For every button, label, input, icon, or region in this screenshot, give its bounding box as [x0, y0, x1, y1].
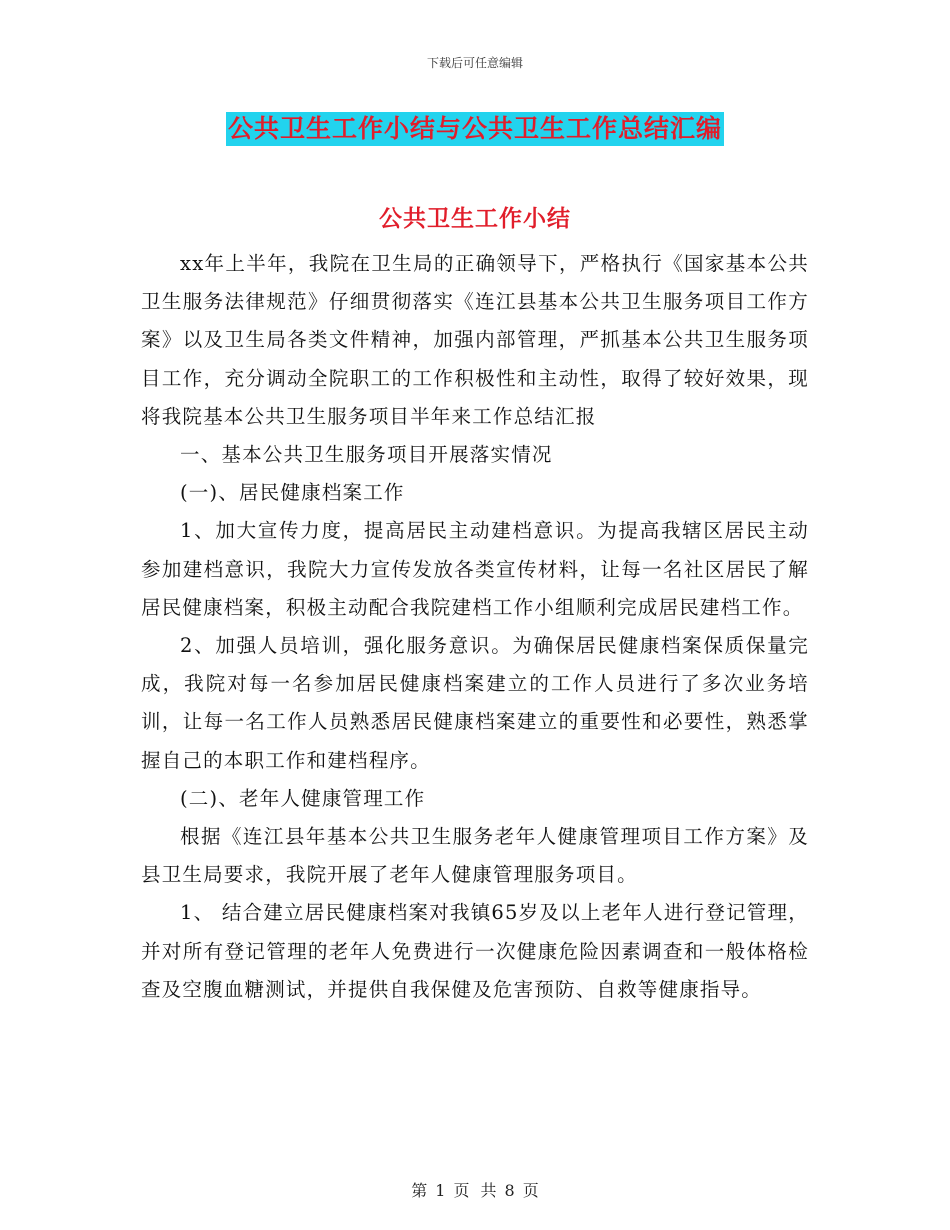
- main-title-wrapper: [0, 112, 950, 146]
- main-title: 公共卫生工作小结与公共卫生工作总结汇编: [226, 112, 724, 146]
- footer-prefix: 第: [411, 1181, 428, 1200]
- heading-section-one: 一、基本公共卫生服务项目开展落实情况: [180, 443, 553, 467]
- footer-page-number: 1: [435, 1181, 446, 1200]
- header-note: 下载后可任意编辑: [426, 56, 523, 70]
- footer-middle: 页 共: [453, 1181, 497, 1200]
- section-title: 公共卫生工作小结: [379, 206, 571, 232]
- footer-total-pages: 8: [504, 1181, 515, 1200]
- document-body: [141, 245, 809, 1009]
- heading-subsection-elderly-care: (二)、老年人健康管理工作: [180, 786, 426, 810]
- footer-suffix: 页: [522, 1181, 539, 1200]
- page-footer: [0, 1178, 950, 1201]
- paragraph-training: 2、加强人员培训，强化服务意识。为确保居民健康档案保质保量完成，我院对每一名参加居民健康档案建立的工作人员进行了多次业务培训，让每一名工作人员熟悉居民健康档案建立的重要性和必要性，熟悉掌握自己的本职工作和建档程序。: [141, 634, 809, 772]
- heading-subsection-health-records: (一)、居民健康档案工作: [180, 481, 405, 505]
- paragraph-publicity: 1、加大宣传力度，提高居民主动建档意识。为提高我辖区居民主动参加建档意识，我院大力宣传发放各类宣传材料，让每一名社区居民了解居民健康档案，积极主动配合我院建档工作小组顺利完成居民建档工作。: [141, 519, 809, 619]
- paragraph-intro: xx年上半年，我院在卫生局的正确领导下，严格执行《国家基本公共卫生服务法律规范》仔细贯彻落实《连江县基本公共卫生服务项目工作方案》以及卫生局各类文件精神，加强内部管理，严抓基本公共卫生服务项目工作，充分调动全院职工的工作积极性和主动性，取得了较好效果，现将我院基本公共卫生服务项目半年来工作总结汇报: [141, 252, 809, 428]
- paragraph-elderly-plan: 根据《连江县年基本公共卫生服务老年人健康管理项目工作方案》及县卫生局要求，我院开展了老年人健康管理服务项目。: [141, 825, 809, 887]
- paragraph-elderly-registration: 1、 结合建立居民健康档案对我镇65岁及以上老年人进行登记管理，并对所有登记管理的老年人免费进行一次健康危险因素调查和一般体格检查及空腹血糖测试，并提供自我保健及危害预防、自救等健康指导。: [141, 901, 809, 1001]
